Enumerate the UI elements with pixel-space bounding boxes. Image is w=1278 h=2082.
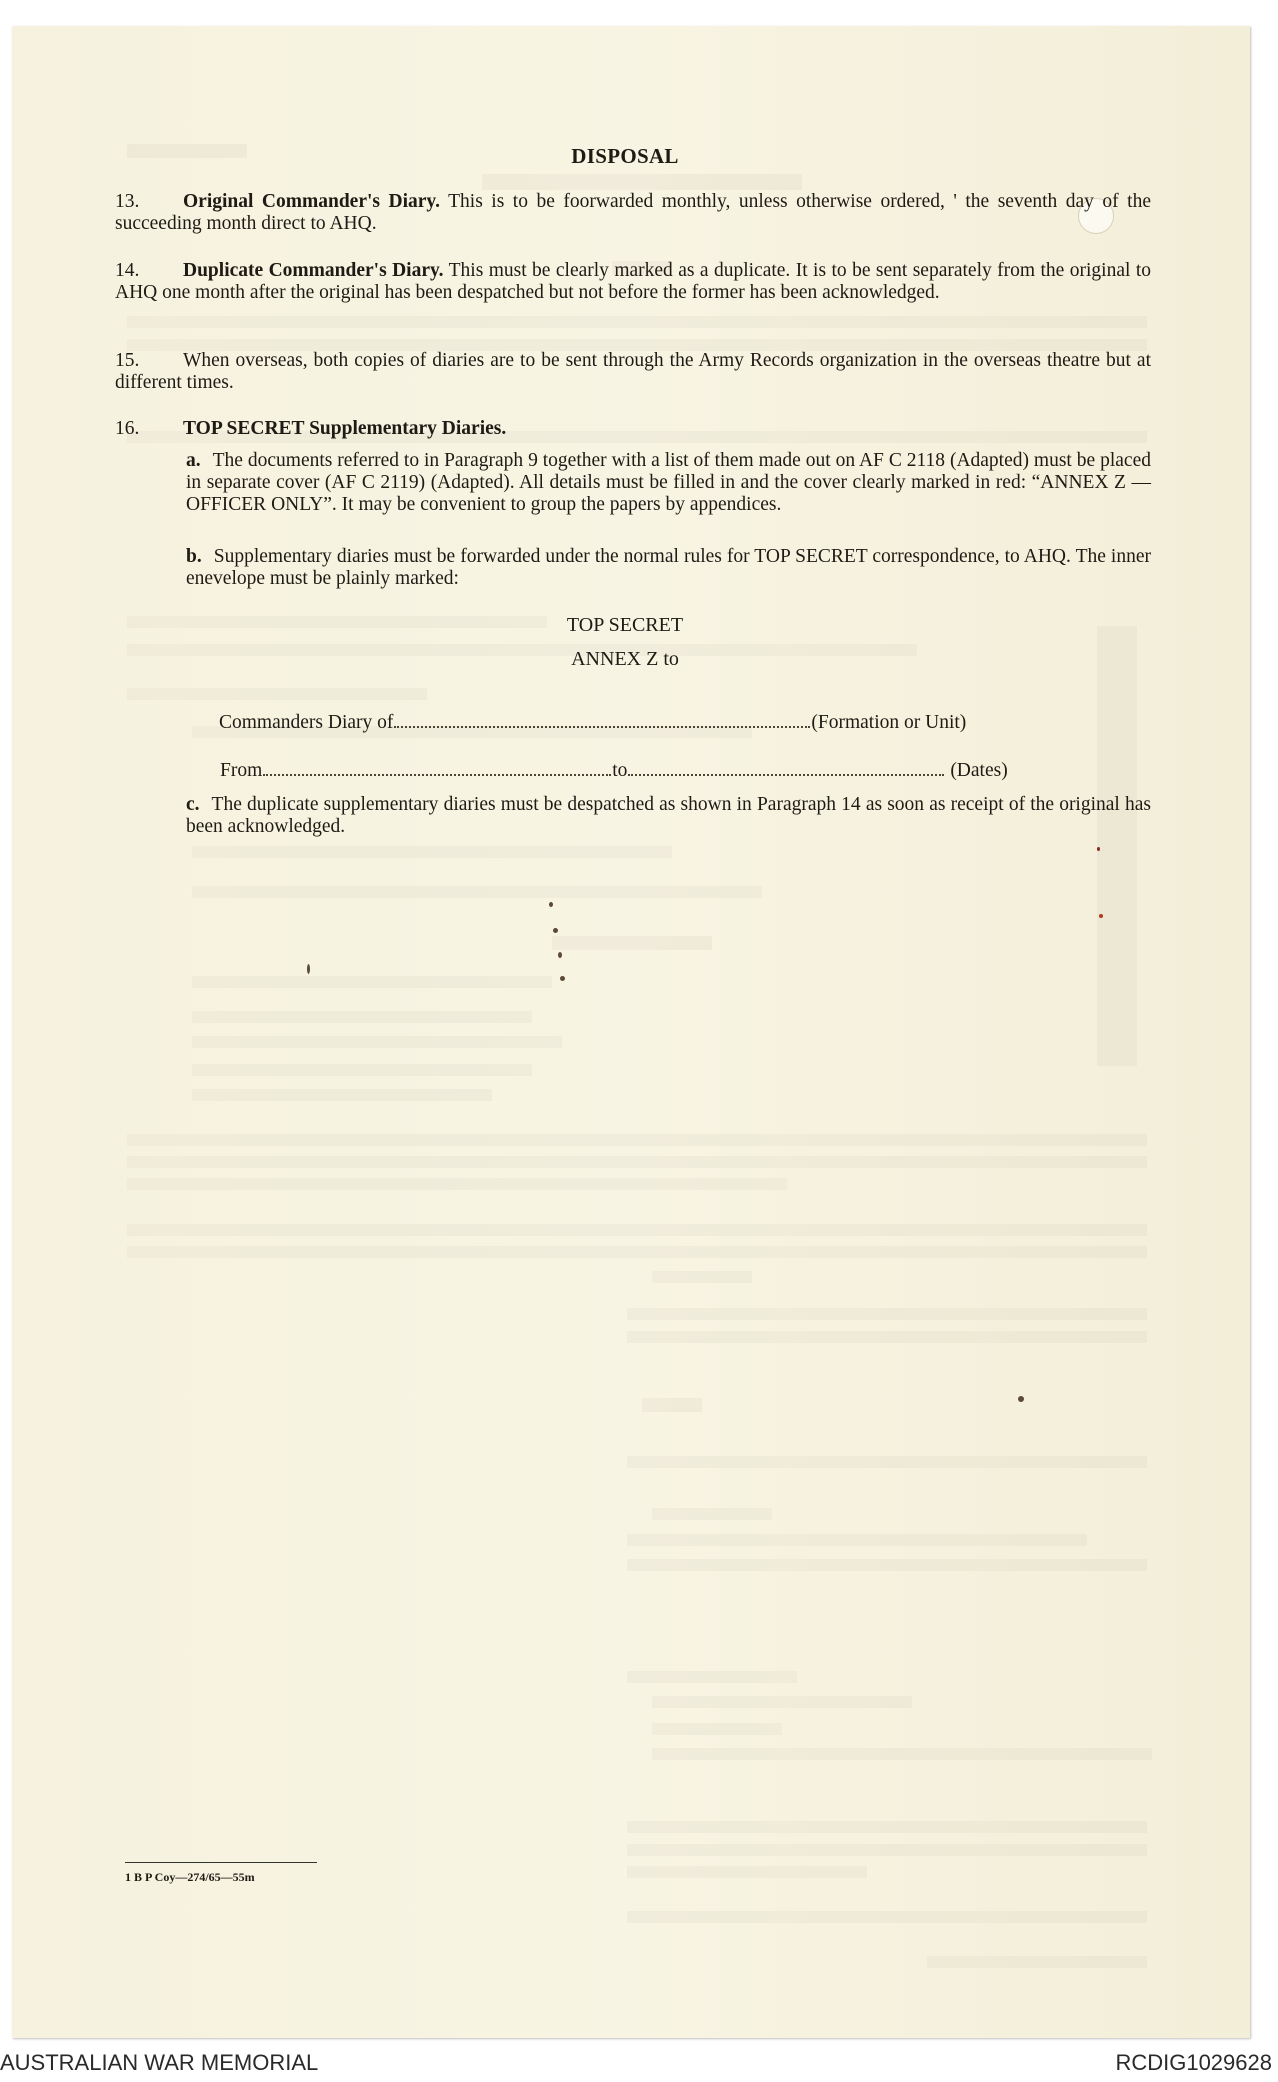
paragraph-number: 16. [115, 418, 140, 439]
marking-annex-z: ANNEX Z to [571, 648, 679, 670]
paragraph-title: TOP SECRET Supplementary Diaries. [183, 418, 507, 439]
paragraph-text: This is to be foorwarded monthly, unless otherwise ordered, ' the seventh day of the succeeding month direct to AHQ. [115, 191, 1152, 234]
paper-speck [307, 964, 310, 974]
archive-reference: RCDIG1029628 [1115, 2050, 1272, 2075]
paragraph-number: 14. [115, 260, 140, 281]
paragraph-title: Original Commander's Diary. [183, 191, 440, 212]
form-line-diary [219, 712, 966, 734]
paragraph-number: 13. [115, 191, 140, 212]
paragraph-15 [115, 350, 1151, 394]
print-code-rule [125, 1862, 317, 1863]
paragraph-16 [115, 418, 1151, 440]
section-heading: DISPOSAL [571, 144, 679, 168]
subparagraph-label: a. [186, 450, 201, 471]
dates-suffix: (Dates) [950, 760, 1008, 781]
diary-fill-line [394, 724, 810, 728]
paper-speck [1097, 847, 1100, 851]
diary-label: Commanders Diary of [219, 712, 394, 733]
subparagraph-c [186, 794, 1151, 838]
subparagraph-label: c. [186, 794, 200, 815]
to-label: to [612, 760, 628, 781]
paper-speck [558, 952, 562, 958]
paragraph-text: When overseas, both copies of diaries are to be sent through the Army Records organization in the overseas theatre but at different times. [115, 350, 1151, 393]
paragraph-14 [115, 260, 1151, 304]
subparagraph-text: Supplementary diaries must be forwarded under the normal rules for TOP SECRET correspondence, to AHQ. The inner enevelope must be plainly marked: [186, 546, 1151, 589]
print-code: 1 B P Coy—274/65—55m [125, 1870, 255, 1884]
subparagraph-a [186, 450, 1151, 516]
subparagraph-label: b. [186, 546, 202, 567]
document-page [12, 26, 1250, 2038]
form-line-dates [220, 760, 1008, 782]
paragraph-text: This must be clearly marked as a duplicate. It is to be sent separately from the original to AHQ one month after the original has been despatched but not before the former has been acknowledged. [115, 260, 1151, 303]
archive-credit: AUSTRALIAN WAR MEMORIAL [0, 2050, 319, 2075]
paragraph-number: 15. [115, 350, 140, 371]
from-label: From [220, 760, 263, 781]
from-fill-line [263, 772, 611, 776]
paragraph-13 [115, 191, 1151, 235]
marking-top-secret: TOP SECRET [566, 614, 684, 636]
paper-speck [1018, 1396, 1024, 1402]
document-body [12, 26, 1250, 2038]
paper-speck [549, 902, 553, 907]
diary-suffix: (Formation or Unit) [811, 712, 967, 733]
paper-speck [560, 976, 565, 981]
subparagraph-text: The duplicate supplementary diaries must be despatched as shown in Paragraph 14 as soon as receipt of the original has been acknowledged. [186, 794, 1151, 837]
to-fill-line [628, 772, 944, 776]
paragraph-title: Duplicate Commander's Diary. [183, 260, 444, 281]
paper-speck [553, 928, 558, 933]
subparagraph-text: The documents referred to in Paragraph 9 together with a list of them made out on AF C 2118 (Adapted) must be placed in separate cover (AF C 2119) (Adapted). All details must be filled in and the cover clearly marked in red: “ANNEX Z — OFFICER ONLY”. It may be convenient to group the papers by appendices. [186, 450, 1151, 515]
paper-speck [1099, 914, 1103, 918]
subparagraph-b [186, 546, 1151, 590]
